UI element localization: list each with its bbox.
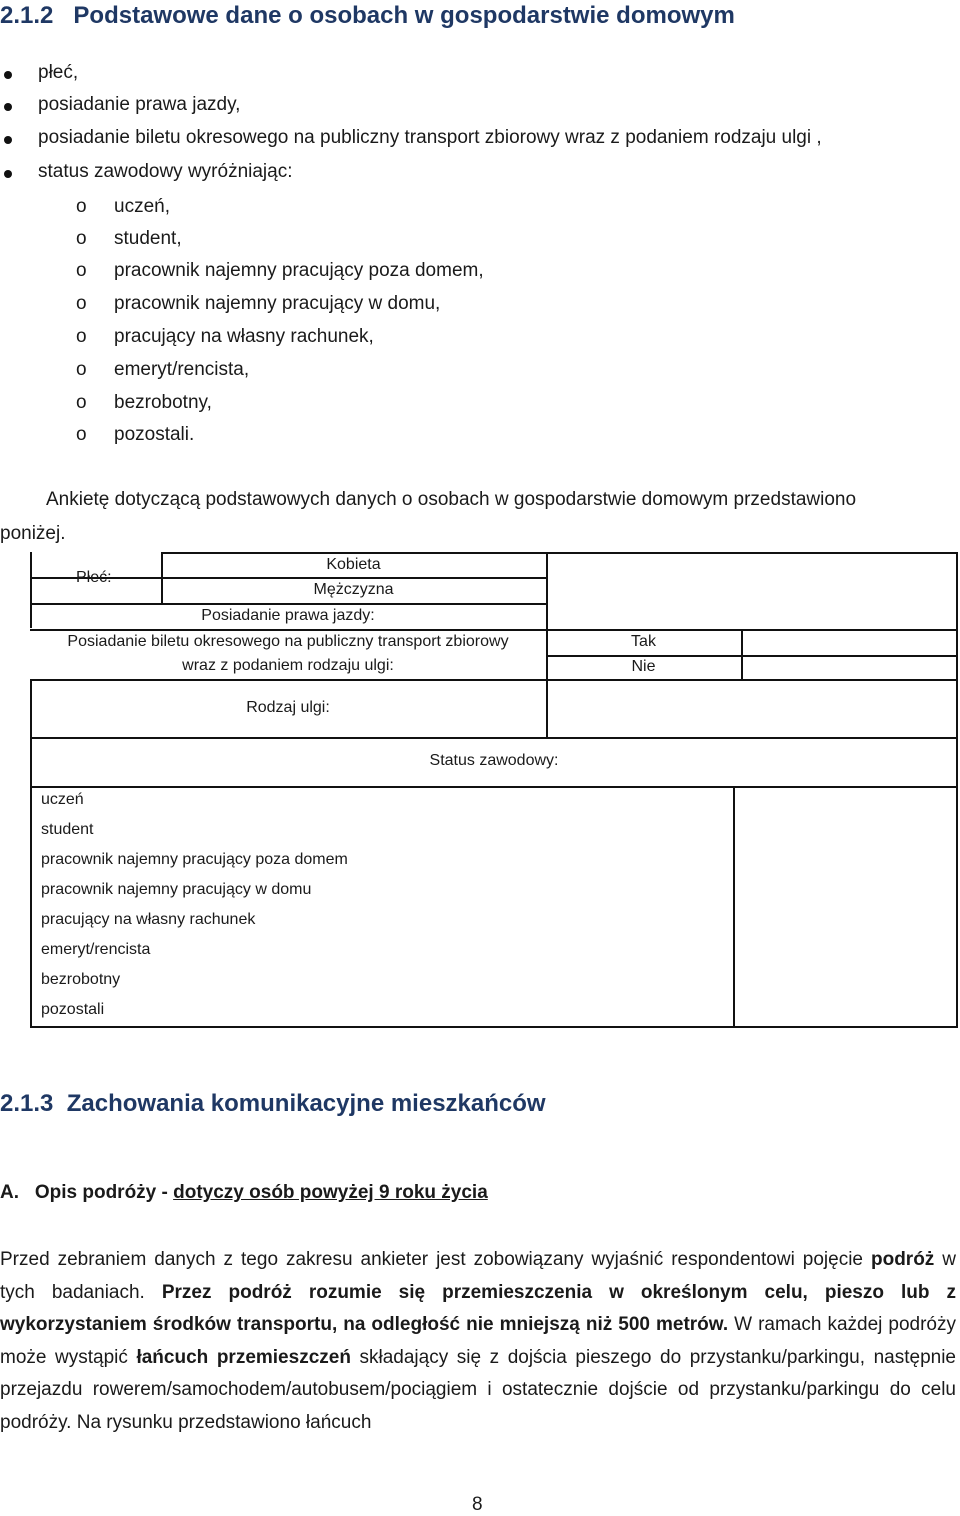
bullet-icon (4, 71, 12, 79)
discount-type-answer-box[interactable] (548, 681, 954, 735)
status-answer-box[interactable] (735, 788, 954, 1024)
sub-item: student, (114, 228, 182, 249)
sub-item: pracownik najemny pracujący poza domem, (114, 260, 484, 281)
gender-license-answer-box[interactable] (548, 554, 954, 627)
intro-text: Ankietę dotyczącą podstawowych danych o osobach w gospodarstwie domowym przedstawiono (46, 489, 857, 510)
bullet-item: posiadanie biletu okresowego na publiczny transport zbiorowy wraz z podaniem rodzaju ulgi , (38, 127, 822, 148)
sub-item: pozostali. (114, 424, 195, 445)
bullet-icon (4, 136, 12, 144)
sub-item: emeryt/rencista, (114, 359, 250, 380)
status-option: pozostali (41, 1001, 105, 1018)
heading-number: 2.1.2 (0, 2, 54, 29)
paragraph-bold-definition: Przez podróż rozumie się przemieszczenia w określonym celu, pieszo lub z wykorzystaniem środków transportu, na odległość nie mniejszą niż 500 metrów. (0, 1281, 956, 1336)
heading-number: 2.1.3 (0, 1090, 54, 1117)
sub-bullet-icon: o (76, 293, 87, 314)
ticket-label-cont: wraz z podaniem rodzaju ulgi: (182, 657, 394, 674)
sub-bullet-icon: o (76, 359, 87, 380)
driving-license-label: Posiadanie prawa jazdy: (201, 607, 375, 624)
paragraph-text: w tych badaniach. (0, 1249, 957, 1303)
subsection-letter: A. (0, 1182, 19, 1203)
section-heading-2-1-3 (0, 1090, 546, 1118)
section-heading-2-1-2 (0, 2, 735, 30)
ticket-no-answer-box[interactable] (743, 657, 954, 677)
bullet-icon (4, 103, 12, 111)
gender-option-male: Mężczyzna (313, 581, 394, 598)
sub-bullet-icon: o (76, 196, 87, 217)
heading-title: Zachowania komunikacyjne mieszkańców (66, 1090, 546, 1117)
sub-bullet-icon: o (76, 424, 87, 445)
status-option: pracownik najemny pracujący poza domem (41, 851, 348, 868)
discount-type-label: Rodzaj ulgi: (246, 699, 330, 716)
bullet-item: posiadanie prawa jazdy, (38, 94, 241, 115)
page-number: 8 (472, 1494, 483, 1515)
sub-bullet-icon: o (76, 392, 87, 413)
ticket-label: Posiadanie biletu okresowego na publiczny transport zbiorowy (67, 633, 509, 650)
paragraph-text: W ramach każdej podróży może wystąpić (0, 1314, 956, 1368)
bullet-icon (4, 170, 12, 178)
status-option: pracujący na własny rachunek (41, 911, 256, 928)
bullet-item: płeć, (38, 62, 79, 83)
sub-item: pracownik najemny pracujący w domu, (114, 293, 441, 314)
subsection-title: Opis podróży - (34, 1182, 174, 1203)
paragraph-bold-term: łańcuch przemieszczeń (136, 1346, 351, 1368)
sub-bullet-icon: o (76, 228, 87, 249)
status-option: emeryt/rencista (41, 941, 151, 958)
status-option: uczeń (41, 791, 84, 808)
occupation-status-label: Status zawodowy: (429, 752, 559, 769)
sub-bullet-icon: o (76, 326, 87, 347)
ticket-yes-answer-box[interactable] (743, 631, 954, 653)
sub-item: uczeń, (114, 196, 170, 217)
gender-option-female: Kobieta (326, 556, 381, 573)
status-option: bezrobotny (41, 971, 121, 988)
subsection-scope: dotyczy osób powyżej 9 roku życia (173, 1182, 488, 1203)
sub-item: pracujący na własny rachunek, (114, 326, 374, 347)
status-option: pracownik najemny pracujący w domu (41, 881, 312, 898)
trip-definition-paragraph (0, 1244, 956, 1440)
ticket-option-yes: Tak (631, 633, 656, 650)
subsection-a-heading (0, 1182, 488, 1204)
heading-title: Podstawowe dane o osobach w gospodarstwie domowym (73, 2, 735, 29)
paragraph-text: Przed zebraniem danych z tego zakresu ankieter jest zobowiązany wyjaśnić respondentowi pojęcie (0, 1249, 871, 1270)
paragraph-text: składający się z dojścia pieszego do przystanku/parkingu, następnie przejazdu rowerem/samochodem/autobusem/pociągiem i ostatecznie dojście od przystanku/parkingu do celu podróży. Na rysunku przedstawiono łańcuch (0, 1346, 956, 1433)
gender-label: Płeć: (76, 569, 112, 586)
status-option: student (41, 821, 94, 838)
intro-text-cont: poniżej. (0, 523, 66, 544)
ticket-option-no: Nie (631, 658, 656, 675)
sub-item: bezrobotny, (114, 392, 212, 413)
sub-bullet-icon: o (76, 260, 87, 281)
bullet-item: status zawodowy wyróżniając: (38, 161, 293, 182)
paragraph-bold-term: podróż (870, 1249, 935, 1270)
